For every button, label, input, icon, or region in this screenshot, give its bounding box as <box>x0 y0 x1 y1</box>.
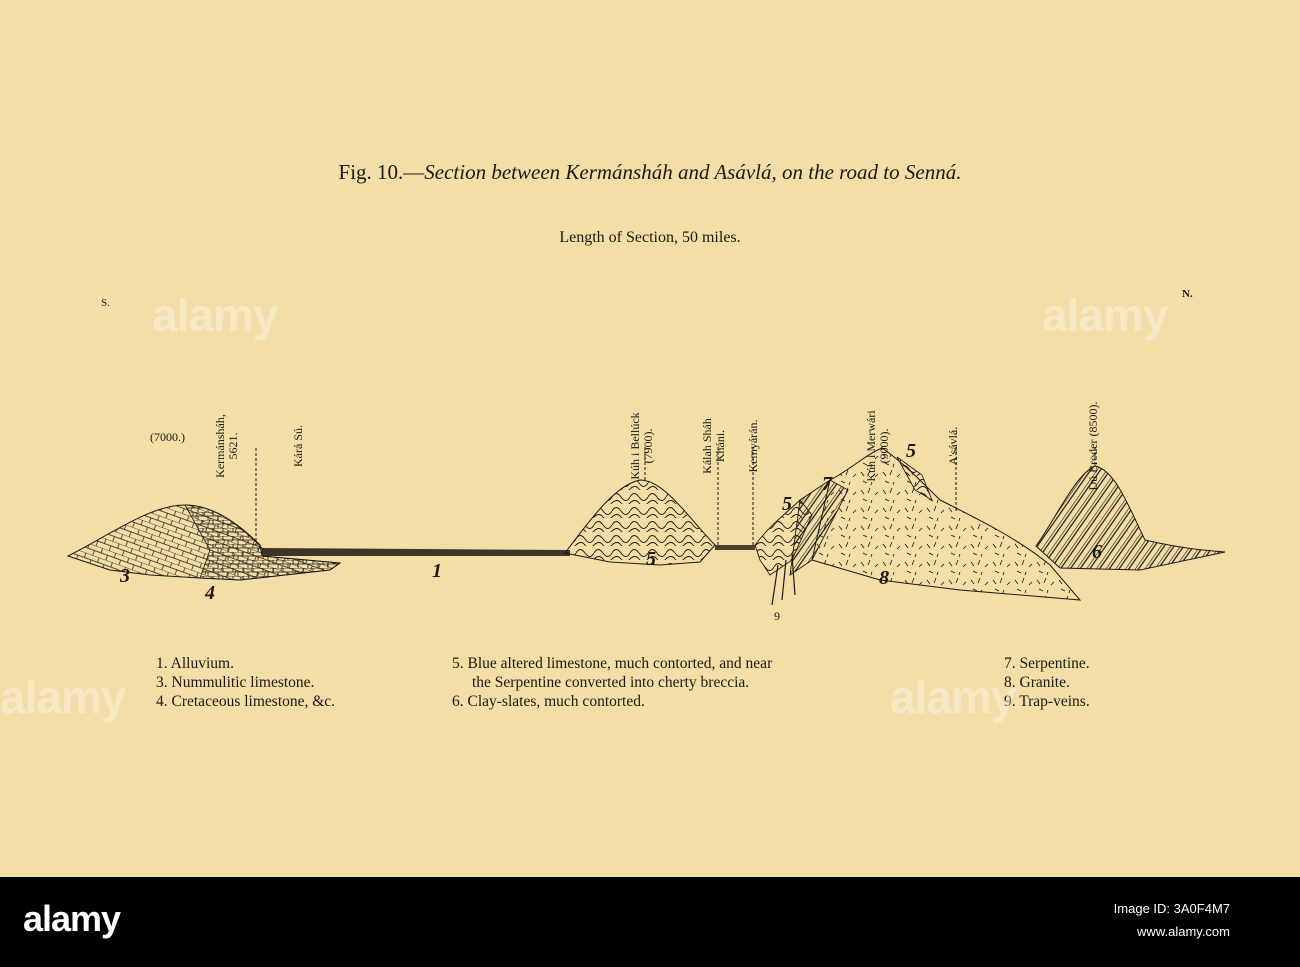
formation-1-marker: 1 <box>432 560 442 582</box>
watermark: alamy <box>152 289 278 341</box>
kalah-shah-khani-label: Kálah Sháh Kháni. <box>700 418 727 474</box>
formation-5-marker-c: 5 <box>906 440 916 462</box>
figure-number: Fig. 10.— <box>338 160 425 184</box>
formation-6-marker: 6 <box>1092 541 1102 563</box>
figure-caption: Section between Kermánsháh and Asávlá, on the road to Senná. <box>424 160 962 184</box>
legend-item: 6. Clay-slates, much contorted. <box>452 693 645 710</box>
cretaceous-limestone-hill <box>185 505 340 580</box>
kara-su-label: Kárá Sú. <box>291 425 305 467</box>
formation-3-marker: 3 <box>120 565 130 587</box>
legend-item: 4. Cretaceous limestone, &c. <box>156 693 336 710</box>
altered-limestone-hill <box>565 480 715 565</box>
legend-column-1 <box>156 654 335 711</box>
image-id-text: Image ID: 3A0F4M7 <box>1113 901 1230 916</box>
watermark: alamy <box>1042 289 1168 341</box>
formation-8-marker: 8 <box>879 567 889 589</box>
formation-9-marker: 9 <box>774 609 780 623</box>
elevation-7000-label: (7000.) <box>150 430 185 444</box>
kuh-merwari-label: Kúh i Merwári (9000). <box>864 410 891 482</box>
alamy-logo: alamy <box>23 898 121 939</box>
formation-5-marker-b: 5 <box>782 493 792 515</box>
formation-7-marker: 7 <box>822 473 832 495</box>
stock-footer-bar <box>0 877 1300 967</box>
alluvium-plain <box>262 548 570 556</box>
legend-item: 8. Granite. <box>1004 674 1070 691</box>
legend-item: 5. Blue altered limestone, much contorted, and near <box>452 655 773 672</box>
du-broder-label: Dú Broder (8500). <box>1086 401 1100 491</box>
watermark: alamy <box>0 671 126 723</box>
figure-subtitle: Length of Section, 50 miles. <box>559 229 741 246</box>
kuh-belluck-label: Kúh i Bellúck (7900). <box>628 412 655 480</box>
legend-item: 3. Nummulitic limestone. <box>156 674 315 691</box>
legend-item: 9. Trap-veins. <box>1004 693 1090 710</box>
small-alluvium <box>715 545 755 550</box>
watermark: alamy <box>890 671 1016 723</box>
asavla-label: A'sávlá. <box>946 426 960 466</box>
legend-item: 7. Serpentine. <box>1004 655 1090 672</box>
legend-item-continuation: the Serpentine converted into cherty breccia. <box>472 674 750 691</box>
formation-4-marker: 4 <box>205 582 215 604</box>
site-url-text: www.alamy.com <box>1137 924 1230 939</box>
compass-north: N. <box>1182 288 1193 300</box>
granite-mass <box>812 448 1080 600</box>
legend-column-2 <box>452 654 772 711</box>
compass-south: S. <box>101 297 110 309</box>
legend-column-3 <box>1004 654 1090 711</box>
kermanshah-label: Kermánsháh, 5621. <box>213 414 240 478</box>
formation-5-marker-a: 5 <box>646 548 656 570</box>
legend-item: 1. Alluvium. <box>156 655 234 672</box>
clay-slate-hill <box>1036 466 1225 570</box>
kemyaran-label: Kemyárán. <box>746 419 760 473</box>
